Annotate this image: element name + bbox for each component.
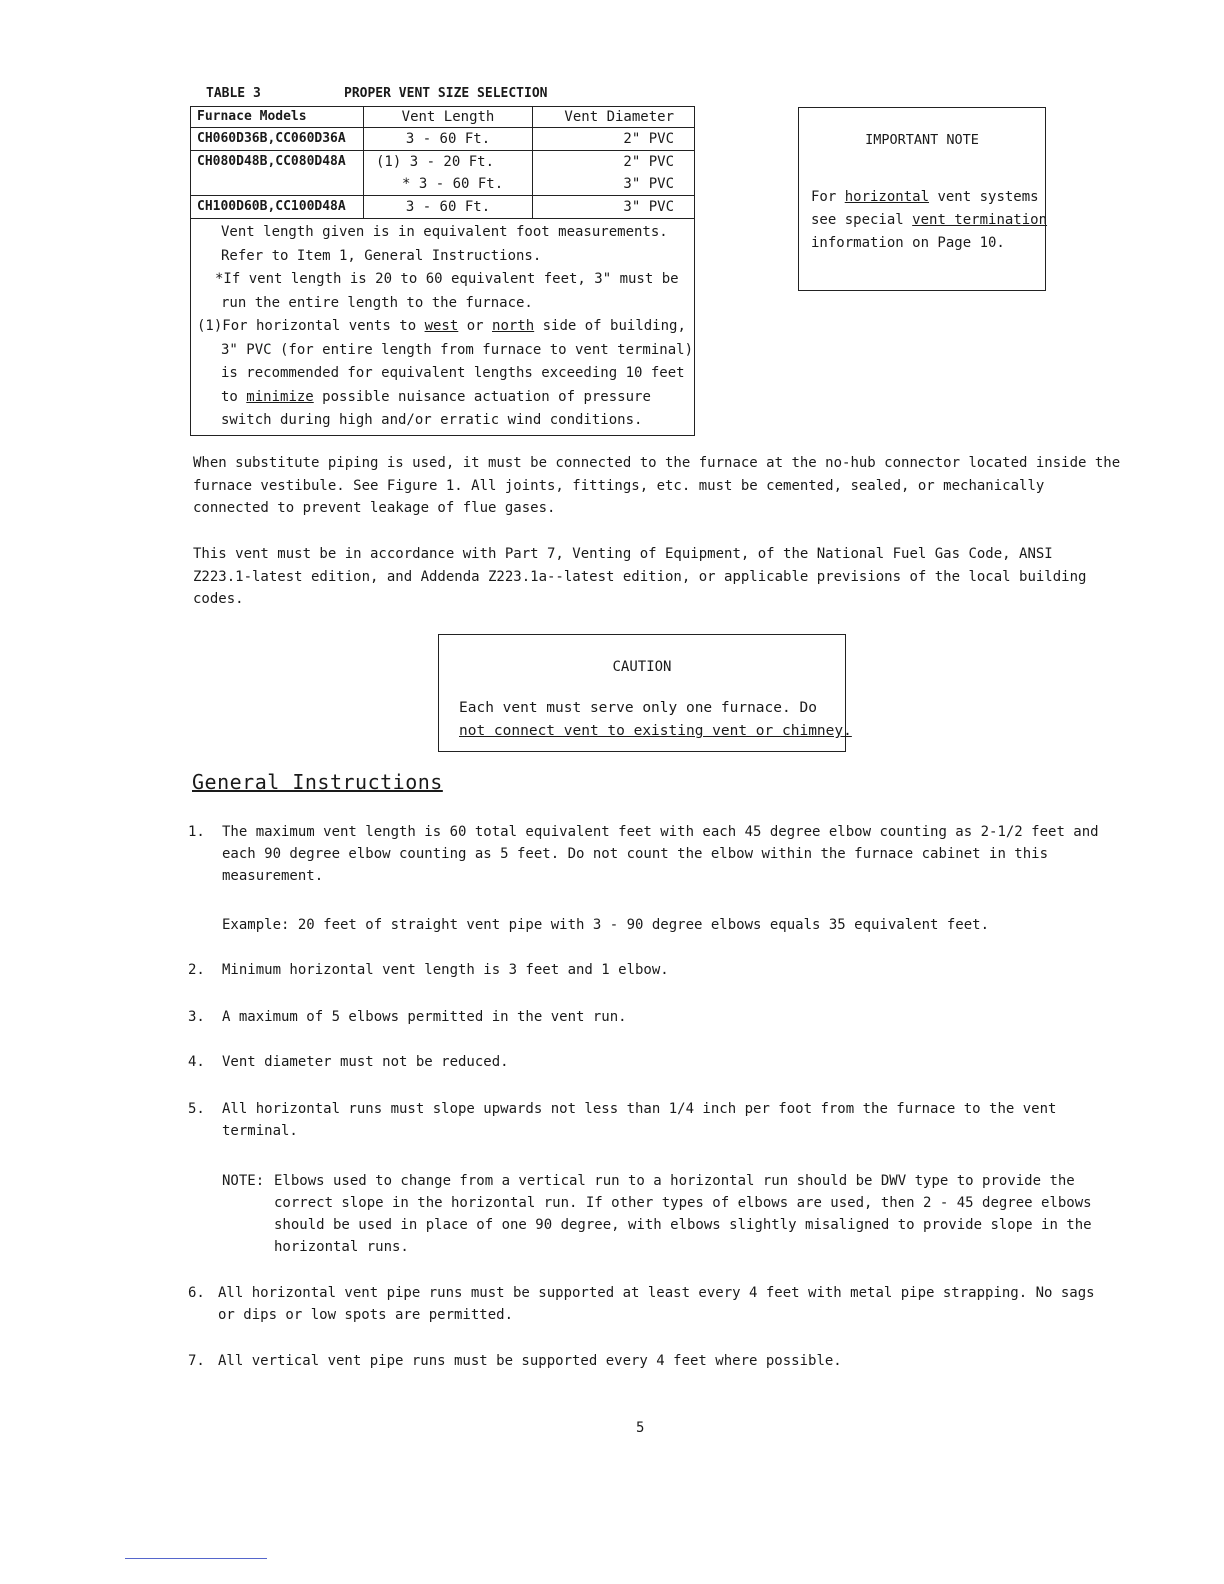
list-item — [188, 1051, 1088, 1073]
note-text: For — [811, 189, 845, 205]
example-text: Example: 20 feet of straight vent pipe with 3 - 90 degree elbows equals 35 equivalent feet. — [222, 917, 990, 933]
paragraph-code-compliance — [193, 543, 1093, 611]
header-vent-diameter: Vent Diameter — [533, 107, 695, 128]
list-item — [188, 1098, 1088, 1142]
item-line: All vertical vent pipe runs must be supported every 4 feet where possible. — [218, 1353, 842, 1369]
cell-diameter — [533, 151, 695, 196]
paragraph-line: When substitute piping is used, it must be connected to the furnace at the no-hub connector located inside the — [193, 455, 1121, 471]
table-note — [197, 315, 686, 339]
caution-box — [438, 634, 852, 752]
page-number: 5 — [636, 1420, 645, 1436]
list-item — [188, 1006, 1088, 1028]
note-text: or — [458, 318, 493, 334]
vent-size-table — [190, 106, 695, 436]
table-note: is recommended for equivalent lengths exceeding 10 feet — [221, 365, 685, 381]
caution-line: Each vent must serve only one furnace. Do — [459, 700, 817, 716]
note-block — [188, 1170, 1092, 1258]
note-line: Elbows used to change from a vertical run to a horizontal run should be DWV type to provide the — [274, 1173, 1075, 1189]
caution-title: CAUTION — [612, 659, 672, 675]
cell-model: CH100D60B,CC100D48A — [191, 196, 364, 219]
important-note-body — [811, 186, 1048, 255]
cell-length — [364, 151, 533, 196]
cell-model-text — [197, 173, 357, 195]
list-item — [188, 1350, 1088, 1372]
footnote-rule — [125, 1558, 267, 1559]
item-number: 2. — [188, 962, 205, 978]
note-underlined-west: west — [424, 318, 459, 334]
item-line: All horizontal vent pipe runs must be supported at least every 4 feet with metal pipe strapping. No sags — [218, 1285, 1095, 1301]
cell-length: 3 - 60 Ft. — [364, 196, 533, 219]
table-title: PROPER VENT SIZE SELECTION — [344, 86, 548, 101]
caution-line: not connect vent to existing vent or chimney. — [459, 723, 852, 739]
cell-diameter: 2" PVC — [533, 128, 695, 151]
note-line: should be used in place of one 90 degree, with elbows slightly misaligned to provide slope in the — [274, 1217, 1092, 1233]
note-text: vent systems — [929, 189, 1039, 205]
table-note: run the entire length to the furnace. — [221, 294, 533, 311]
item-number: 5. — [188, 1101, 205, 1117]
table-row — [191, 196, 695, 219]
item-number: 6. — [188, 1285, 205, 1301]
note-text: (1)For horizontal vents to — [197, 318, 425, 334]
important-note-box — [798, 107, 1046, 291]
table-note: Refer to Item 1, General Instructions. — [221, 247, 542, 264]
item-line: A maximum of 5 elbows permitted in the vent run. — [222, 1009, 627, 1025]
example-line — [188, 914, 1088, 936]
note-underlined-vent-termination: vent termination — [912, 212, 1048, 228]
note-text: to — [221, 388, 247, 405]
item-line: All horizontal runs must slope upwards not less than 1/4 inch per foot from the furnace to the vent — [222, 1101, 1057, 1117]
table-note: switch during high and/or erratic wind conditions. — [221, 412, 643, 428]
paragraph-line: connected to prevent leakage of flue gases. — [193, 500, 556, 516]
table-header-row — [191, 107, 695, 128]
paragraph-line: furnace vestibule. See Figure 1. All joints, fittings, etc. must be cemented, sealed, or mechanically — [193, 477, 1045, 494]
list-item — [188, 821, 1099, 887]
note-underlined-horizontal: horizontal — [844, 189, 930, 205]
item-line: The maximum vent length is 60 total equivalent feet with each 45 degree elbow counting as 2-1/2 feet and — [222, 824, 1099, 840]
item-line: measurement. — [222, 868, 324, 884]
note-text: possible nuisance actuation of pressure — [313, 388, 651, 405]
caution-body — [459, 697, 852, 743]
item-line: terminal. — [222, 1123, 298, 1139]
item-line: or dips or low spots are permitted. — [218, 1307, 514, 1323]
cell-diameter-text: 2" PVC — [623, 154, 674, 170]
cell-diameter-text: 3" PVC — [623, 176, 674, 192]
table-note: Vent length given is in equivalent foot measurements. — [221, 224, 668, 240]
note-label: NOTE: — [222, 1173, 265, 1189]
item-number: 1. — [188, 824, 205, 840]
important-note-title: IMPORTANT NOTE — [865, 132, 979, 148]
item-number: 3. — [188, 1009, 205, 1025]
item-line: each 90 degree elbow counting as 5 feet. Do not count the elbow within the furnace cabinet in this — [222, 846, 1049, 862]
list-item — [188, 1282, 1095, 1326]
note-text: side of building, — [534, 318, 686, 334]
item-number: 7. — [188, 1353, 205, 1369]
paragraph-substitute-piping — [193, 452, 1121, 520]
cell-length-text: * 3 - 60 Ft. — [402, 176, 504, 192]
table-note — [197, 386, 686, 410]
table-row — [191, 128, 695, 151]
note-line: correct slope in the horizontal run. If other types of elbows are used, then 2 - 45 degree elbows — [274, 1195, 1092, 1211]
table-note: *If vent length is 20 to 60 equivalent feet, 3" must be — [215, 271, 679, 287]
note-line — [811, 209, 1048, 232]
paragraph-line: codes. — [193, 591, 244, 607]
item-number: 4. — [188, 1054, 205, 1070]
section-heading: General Instructions — [192, 770, 443, 794]
note-line — [811, 186, 1045, 209]
paragraph-line: Z223.1-latest edition, and Addenda Z223.1a--latest edition, or applicable previsions of the local building — [193, 568, 1087, 585]
note-underlined-minimize: minimize — [246, 388, 314, 405]
cell-length-text: (1) 3 - 20 Ft. — [376, 154, 495, 170]
item-line: Vent diameter must not be reduced. — [222, 1054, 509, 1070]
cell-model: CH060D36B,CC060D36A — [191, 128, 364, 151]
note-underlined-north: north — [492, 318, 535, 334]
note-line: information on Page 10. — [811, 235, 1005, 251]
header-vent-length: Vent Length — [364, 107, 533, 128]
table-label: TABLE 3 — [206, 86, 261, 101]
note-line: horizontal runs. — [274, 1239, 409, 1255]
cell-model — [191, 151, 364, 196]
table-caption — [206, 86, 548, 101]
table-notes — [190, 219, 695, 436]
item-line: Minimum horizontal vent length is 3 feet and 1 elbow. — [222, 962, 669, 978]
list-item — [188, 959, 1088, 981]
cell-model-text: CH080D48B,CC080D48A — [197, 154, 346, 169]
header-furnace-models: Furnace Models — [191, 107, 364, 128]
paragraph-line: This vent must be in accordance with Part 7, Venting of Equipment, of the National Fuel Gas Code, ANSI — [193, 546, 1053, 562]
cell-diameter: 3" PVC — [533, 196, 695, 219]
note-text: see special — [811, 212, 913, 228]
table-row — [191, 151, 695, 196]
table-note: 3" PVC (for entire length from furnace to vent terminal) — [221, 341, 694, 358]
cell-length: 3 - 60 Ft. — [364, 128, 533, 151]
